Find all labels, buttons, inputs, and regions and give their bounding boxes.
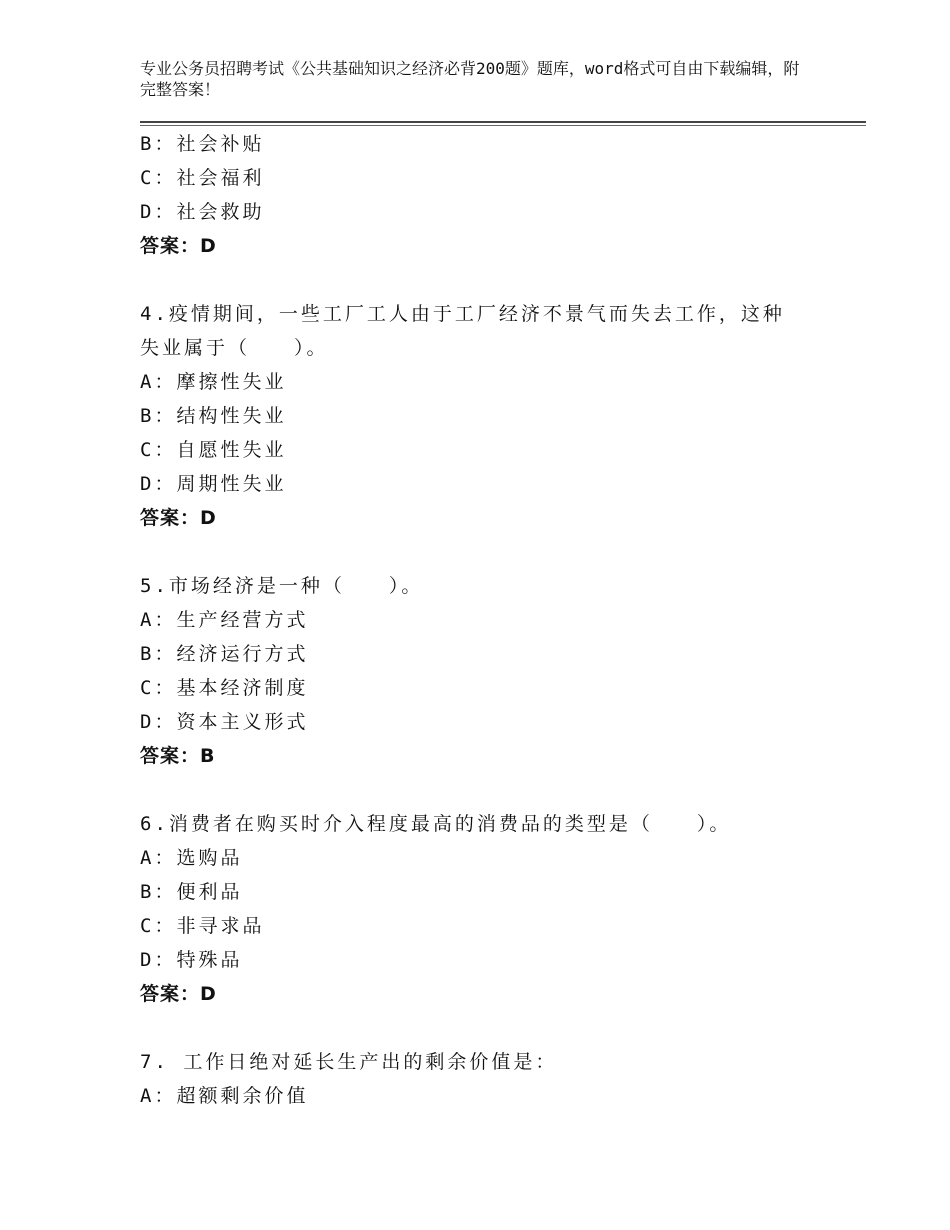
question-4 <box>140 297 840 535</box>
option-d: D：特殊品 <box>140 949 243 971</box>
question-stem: 5.市场经济是一种（ ）。 <box>140 575 424 597</box>
answer-line: 答案：D <box>140 235 217 257</box>
option-c: C：自愿性失业 <box>140 439 287 461</box>
option-a: A：超额剩余价值 <box>140 1085 309 1107</box>
question-3-tail <box>140 127 840 263</box>
document-header <box>140 58 800 100</box>
question-6 <box>140 807 840 1011</box>
option-d: D：资本主义形式 <box>140 711 309 733</box>
question-stem: 7. 工作日绝对延长生产出的剩余价值是： <box>140 1051 558 1073</box>
option-d: D：社会救助 <box>140 201 265 223</box>
question-5 <box>140 569 840 773</box>
option-b: B：社会补贴 <box>140 133 265 155</box>
answer-line: 答案：D <box>140 507 217 529</box>
option-c: C：非寻求品 <box>140 915 265 937</box>
question-stem: 6.消费者在购买时介入程度最高的消费品的类型是（ ）。 <box>140 813 732 835</box>
option-d: D：周期性失业 <box>140 473 287 495</box>
answer-line: 答案：D <box>140 983 217 1005</box>
question-stem: 4.疫情期间，一些工厂工人由于工厂经济不景气而失去工作，这种失业属于（ ）。 <box>140 303 785 359</box>
document-body <box>140 127 840 1113</box>
option-c: C：基本经济制度 <box>140 677 309 699</box>
option-b: B：经济运行方式 <box>140 643 309 665</box>
option-b: B：结构性失业 <box>140 405 287 427</box>
option-a: A：摩擦性失业 <box>140 371 287 393</box>
question-7 <box>140 1045 840 1113</box>
answer-line: 答案：B <box>140 745 216 767</box>
option-c: C：社会福利 <box>140 167 265 189</box>
header-divider <box>140 121 866 126</box>
header-title: 专业公务员招聘考试《公共基础知识之经济必背200题》题库，word格式可自由下载编辑，附完整答案！ <box>140 59 800 99</box>
option-b: B：便利品 <box>140 881 243 903</box>
option-a: A：生产经营方式 <box>140 609 309 631</box>
option-a: A：选购品 <box>140 847 243 869</box>
